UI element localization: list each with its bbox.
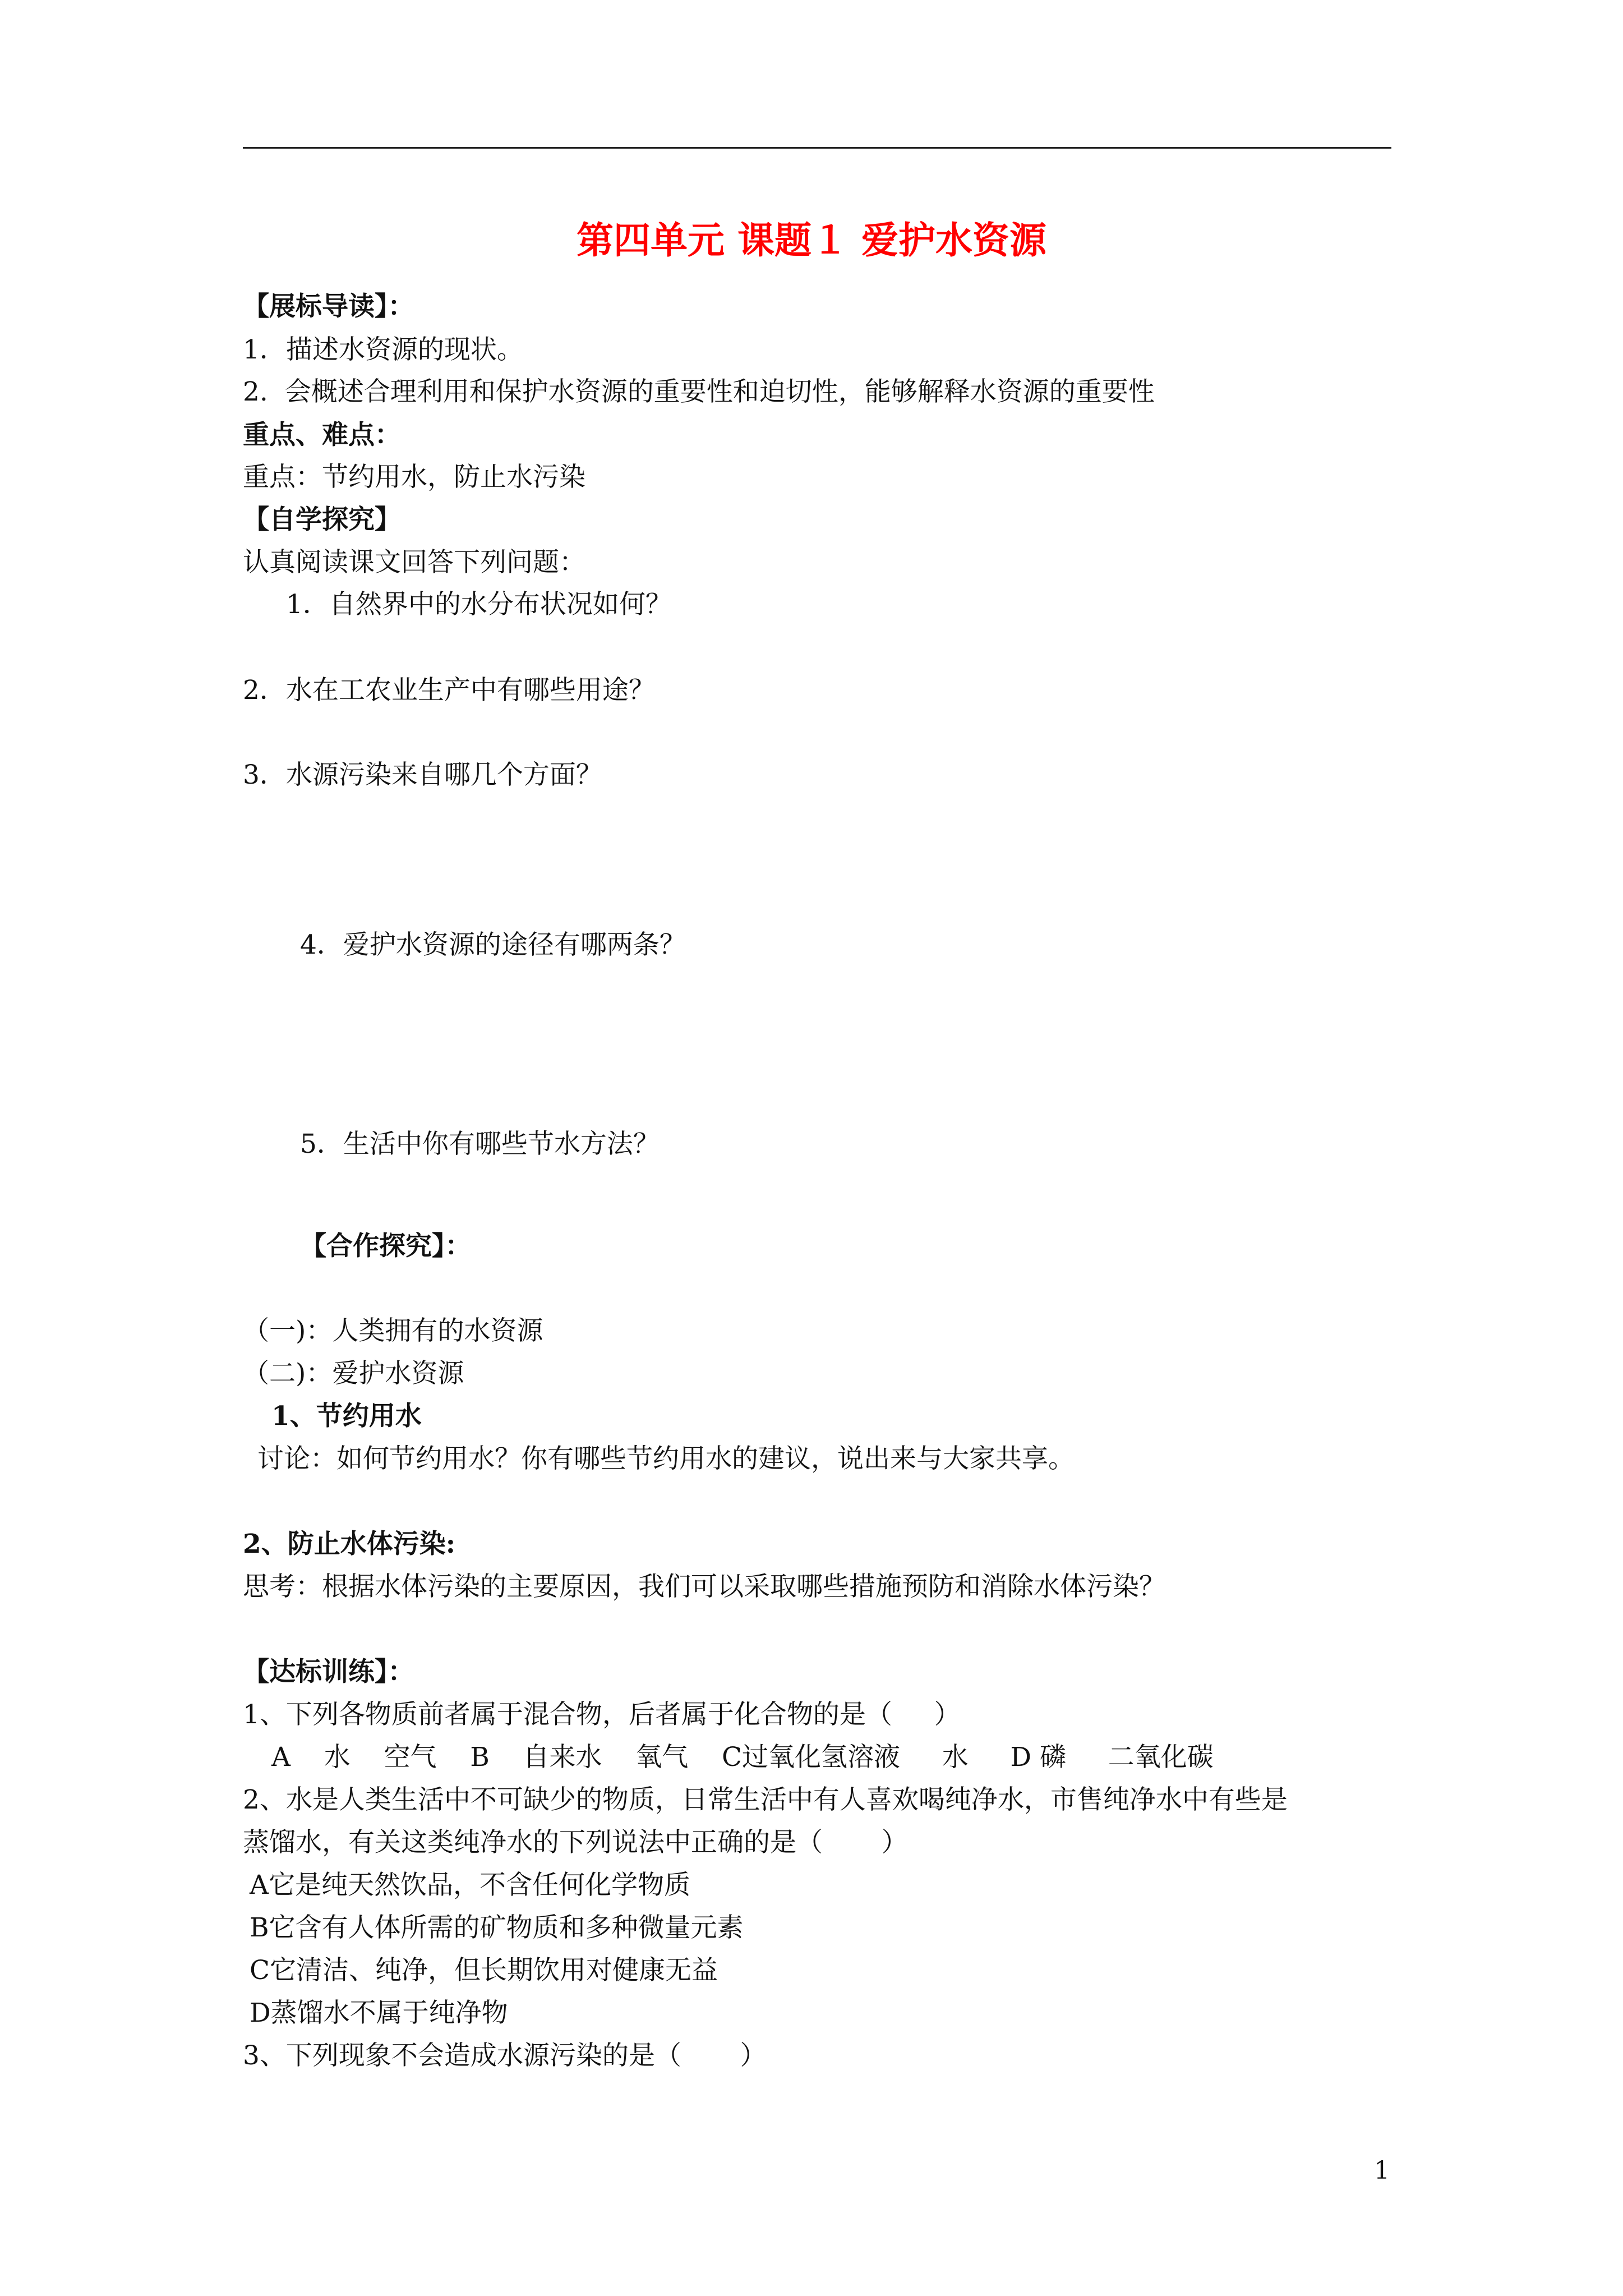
training-question-3: 3、下列现象不会造成水源污染的是（ ）	[243, 2040, 767, 2071]
objective-1: 1．描述水资源的现状。	[243, 334, 523, 365]
training-question-2-option-d: D蒸馏水不属于纯净物	[250, 1998, 508, 2028]
training-question-2-option-b: B它含有人体所需的矿物质和多种微量元素	[250, 1912, 744, 1943]
key-points-heading: 重点、难点：	[243, 420, 401, 450]
cooperative-item-1: （一)：人类拥有的水资源	[243, 1315, 543, 1346]
training-question-1-options: A 水 空气 B 自来水 氧气 C过氧化氢溶液 水 D 磷 二氧化碳	[271, 1742, 1214, 1773]
training-heading: 【达标训练】：	[243, 1657, 414, 1687]
page-number: 1	[1374, 2156, 1390, 2185]
header-rule	[243, 147, 1391, 149]
cooperative-heading: 【合作探究】：	[300, 1231, 472, 1262]
question-2: 2．水在工农业生产中有哪些用途？	[243, 675, 655, 706]
objective-2: 2. 会概述合理利用和保护水资源的重要性和迫切性，能够解释水资源的重要性	[243, 376, 1155, 407]
training-question-2-line-2: 蒸馏水，有关这类纯净水的下列说法中正确的是（ ）	[243, 1827, 908, 1858]
training-question-2-line-1: 2、水是人类生活中不可缺少的物质，日常生活中有人喜欢喝纯净水，市售纯净水中有些是	[243, 1784, 1288, 1815]
question-4: 4．爱护水资源的途径有哪两条？	[300, 930, 686, 960]
cooperative-item-2: （二)：爱护水资源	[243, 1358, 464, 1389]
question-1: 1．自然界中的水分布状况如何？	[286, 589, 672, 620]
training-question-2-option-a: A它是纯天然饮品，不含任何化学物质	[250, 1870, 690, 1901]
self-study-intro: 认真阅读课文回答下列问题：	[243, 547, 585, 578]
question-5: 5．生活中你有哪些节水方法？	[300, 1129, 660, 1159]
key-points-text: 重点：节约用水，防止水污染	[243, 462, 585, 493]
objectives-heading: 【展标导读】：	[243, 291, 414, 322]
prevent-pollution-heading: 2、防止水体污染:	[243, 1529, 456, 1559]
save-water-discussion: 讨论：如何节约用水？你有哪些节约用水的建议，说出来与大家共享。	[257, 1443, 1075, 1474]
prevent-pollution-thinking: 思考：根据水体污染的主要原因，我们可以采取哪些措施预防和消除水体污染？	[243, 1571, 1165, 1602]
page-title: 第四单元 课题１ 爱护水资源	[577, 218, 1046, 262]
save-water-heading: 1、节约用水	[271, 1401, 422, 1432]
training-question-1: 1、下列各物质前者属于混合物，后者属于化合物的是（ ）	[243, 1699, 961, 1730]
question-3: 3．水源污染来自哪几个方面？	[243, 760, 602, 790]
self-study-heading: 【自学探究】	[243, 504, 401, 535]
training-question-2-option-c: C它清洁、纯净，但长期饮用对健康无益	[250, 1955, 718, 1986]
